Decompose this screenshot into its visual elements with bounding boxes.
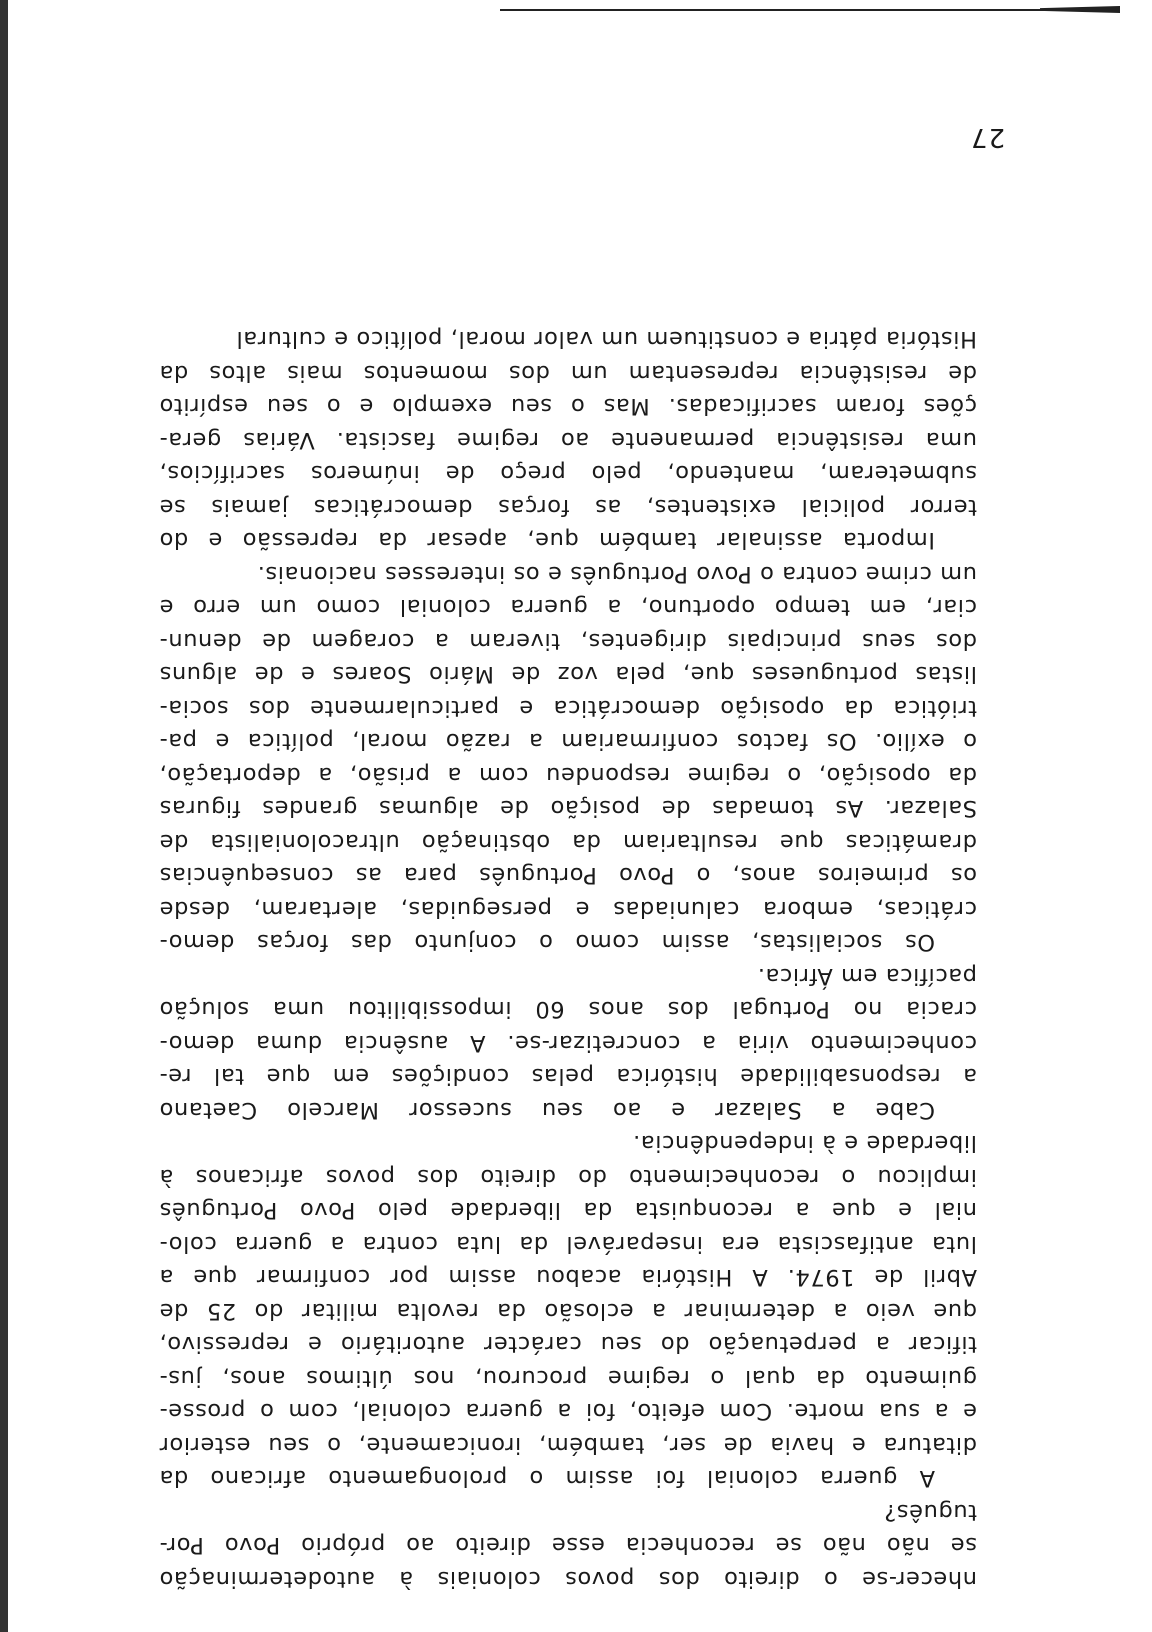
text-line: implicou o reconhecimento do direito dos povos africanos à bbox=[159, 1164, 977, 1190]
text-line: terror policial existentes, as forças democráticas jamais se bbox=[159, 494, 977, 520]
text-line: pacífica em África. bbox=[757, 963, 977, 989]
text-line: Abril de 1974. A História acabou assim por confirmar que a bbox=[159, 1264, 977, 1291]
text-line: ciar, em tempo oportuno, a guerra colonial como um erro e bbox=[159, 594, 977, 621]
text-line: um crime contra o Povo Português e os interesses nacionais. bbox=[257, 561, 977, 587]
text-line: uma resistência permanente ao regime fascista. Várias gera- bbox=[159, 427, 977, 453]
text-line: e a sua morte. Com efeito, foi a guerra colonial, com o prosse- bbox=[159, 1398, 977, 1425]
text-line: A guerra colonial foi assim o prolongamento africano da bbox=[159, 1465, 935, 1492]
text-line: nial e que a reconquista da liberdade pelo Povo Português bbox=[159, 1197, 977, 1224]
text-line: de resistência representam um dos momentos mais altos da bbox=[159, 360, 977, 386]
body-text bbox=[159, 322, 977, 1595]
text-line: conhecimento viria a concretizar-se. A ausência duma demo- bbox=[159, 1030, 977, 1056]
text-line: tuguês? bbox=[883, 1499, 977, 1525]
text-line: Cabe a Salazar e ao seu sucessor Marcelo Caetano bbox=[159, 1097, 935, 1123]
text-line: dos seus principais dirigentes, tiveram a coragem de denun- bbox=[159, 628, 977, 654]
text-line: luta antifascista era inseparável da luta contra a guerra colo- bbox=[159, 1231, 977, 1257]
text-line: ções foram sacrificadas. Mas o seu exemplo e o seu espírito bbox=[159, 393, 977, 420]
text-line: tificar a perpetuação do seu carácter autoritário e repressivo, bbox=[159, 1331, 977, 1358]
text-line: que veio a determinar a eclosão da revolta militar do 25 de bbox=[159, 1298, 977, 1324]
page-number: 27 bbox=[970, 122, 1006, 152]
text-line: os primeiros anos, o Povo Português para as consequências bbox=[159, 862, 977, 889]
text-line: Importa assinalar também que, apesar da repressão e do bbox=[159, 527, 935, 554]
text-line: a responsabilidade histórica pelas condições em que tal re- bbox=[159, 1063, 977, 1090]
text-line: cráticas, embora caluniadas e perseguidas, alertaram, desde bbox=[159, 896, 977, 922]
text-line: o exílio. Os factos confirmariam a razão moral, política e pa- bbox=[159, 728, 977, 755]
text-line: guimento da qual o regime procurou, nos últimos anos, jus- bbox=[159, 1365, 977, 1391]
text-line: nhecer-se o direito dos povos coloniais à autodeterminação bbox=[159, 1566, 977, 1592]
text-line: dramáticas que resultariam da obstinação ultracolonialista de bbox=[159, 829, 977, 855]
text-line: Salazar. As tomadas de posição de algumas grandes figuras bbox=[159, 795, 977, 822]
text-line: História pátria e constituem um valor moral, político e cultural bbox=[235, 326, 977, 353]
text-line: submeteram, mantendo, pelo preço de inúmeros sacrifícios, bbox=[159, 460, 977, 487]
text-line: listas portugueses que, pela voz de Mário Soares e de alguns bbox=[159, 661, 977, 688]
text-line: se não não se reconhecia esse direito ao próprio Povo Por- bbox=[159, 1532, 977, 1559]
text-line: liberdade e à independência. bbox=[632, 1130, 977, 1157]
text-line: cracia no Portugal dos anos 60 impossibilitou uma solução bbox=[159, 996, 977, 1023]
text-line: triótica da oposição democrática e particularmente dos socia- bbox=[159, 695, 977, 721]
text-line: ditatura e havia de ser, também, ironicamente, o seu esterior bbox=[159, 1432, 977, 1458]
text-line: da oposição, o regime respondeu com a prisão, a deportação, bbox=[159, 762, 977, 788]
text-line: Os socialistas, assim como o conjunto das forças demo- bbox=[159, 929, 935, 956]
